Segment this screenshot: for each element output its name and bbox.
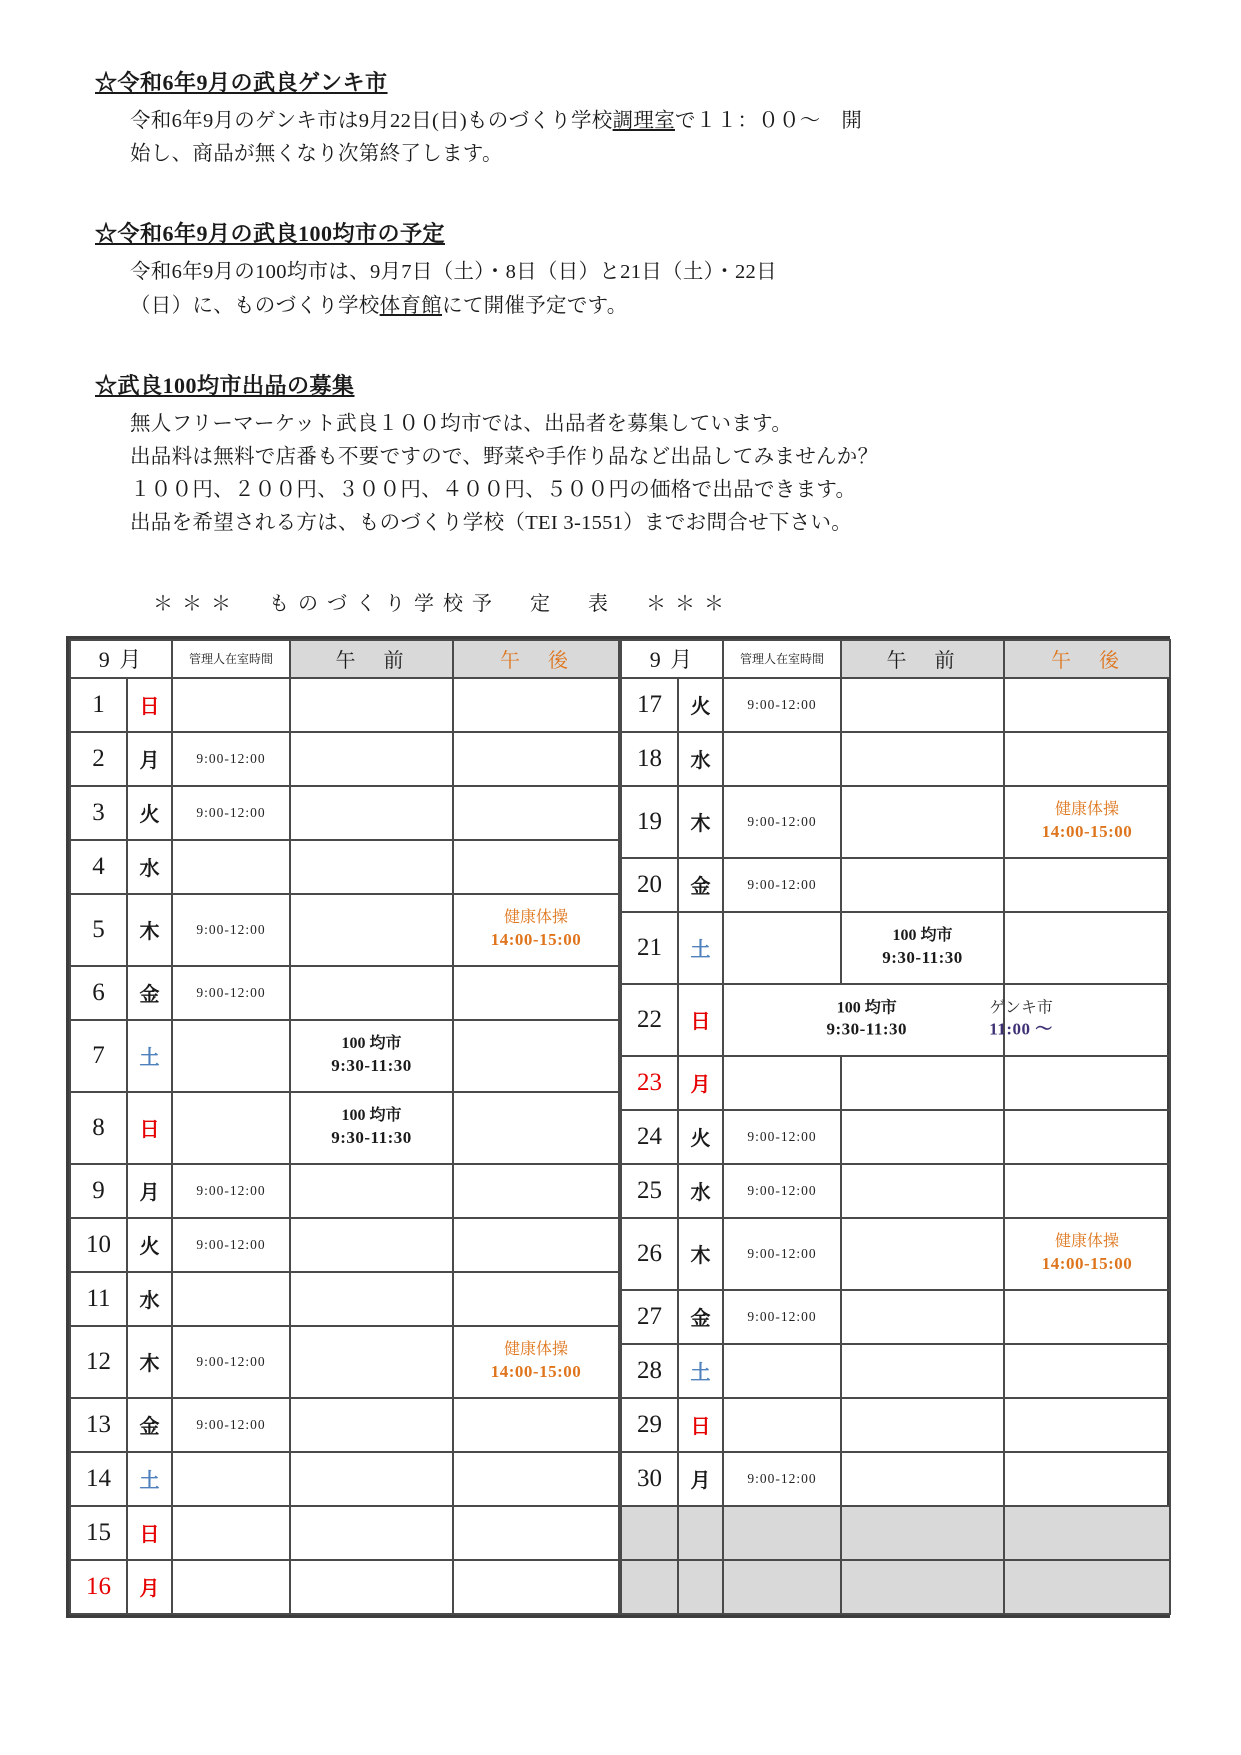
morning-cell [290, 1560, 453, 1614]
underlined-text: 調理室 [612, 110, 675, 132]
calendar-row [70, 1326, 619, 1398]
event-line1: 健康体操 [504, 909, 569, 927]
morning-cell [290, 966, 453, 1020]
afternoon-cell [1004, 678, 1170, 732]
event-line2: 9:30-11:30 [882, 947, 963, 967]
empty-gray-cell [841, 1506, 1004, 1560]
caretaker-hours [172, 678, 290, 732]
body-text: で１１：００～ 開 [675, 110, 863, 132]
caretaker-hours: 9:00-12:00 [172, 1164, 290, 1218]
section-body-line [130, 256, 1177, 289]
morning-cell [841, 1056, 1004, 1110]
calendar-header [70, 640, 619, 678]
caretaker-hours [172, 840, 290, 894]
day-number: 22 [621, 984, 678, 1056]
weekday: 木 [127, 1326, 172, 1398]
empty-gray-cell [678, 1506, 723, 1560]
day-number: 9 [70, 1164, 127, 1218]
event-line1: 健康体操 [504, 1341, 569, 1359]
calendar-body [621, 678, 1170, 1614]
weekday: 水 [678, 1164, 723, 1218]
calendar-row [621, 1560, 1170, 1614]
day-number: 17 [621, 678, 678, 732]
calendar-row [70, 1164, 619, 1218]
schedule-table-left-half [69, 639, 620, 1615]
weekday: 水 [127, 840, 172, 894]
morning-cell [290, 786, 453, 840]
afternoon-header: 午 後 [1004, 640, 1170, 678]
caretaker-hours-header: 管理人在室時間 [172, 640, 290, 678]
day-number: 20 [621, 858, 678, 912]
calendar-row [621, 1398, 1170, 1452]
afternoon-cell [453, 840, 619, 894]
notice-section [95, 369, 1177, 541]
caretaker-hours [723, 912, 841, 984]
empty-gray-cell [1004, 1560, 1170, 1614]
morning-cell [290, 732, 453, 786]
day-number: 16 [70, 1560, 127, 1614]
caretaker-hours [723, 1344, 841, 1398]
day-number: 28 [621, 1344, 678, 1398]
empty-gray-cell [1004, 1506, 1170, 1560]
calendar-row [621, 678, 1170, 732]
event-market [291, 1034, 452, 1077]
calendar-row [70, 1218, 619, 1272]
empty-gray-cell [678, 1560, 723, 1614]
afternoon-cell [1004, 732, 1170, 786]
morning-cell [290, 1272, 453, 1326]
notice-section [95, 66, 1177, 171]
calendar-row [70, 1020, 619, 1092]
afternoon-cell [453, 1020, 619, 1092]
afternoon-cell [453, 1092, 619, 1164]
calendar-row [70, 678, 619, 732]
weekday: 火 [127, 786, 172, 840]
weekday: 土 [678, 912, 723, 984]
weekday: 日 [678, 1398, 723, 1452]
calendar-row [621, 1506, 1170, 1560]
caretaker-hours [172, 1452, 290, 1506]
afternoon-cell [453, 678, 619, 732]
day-number: 25 [621, 1164, 678, 1218]
section-body-line [130, 507, 1177, 540]
morning-cell [841, 1164, 1004, 1218]
calendar-row [621, 1452, 1170, 1506]
weekday: 水 [127, 1272, 172, 1326]
empty-gray-cell [841, 1560, 1004, 1614]
event-line1: 100 均市 [836, 999, 897, 1017]
day-number: 10 [70, 1218, 127, 1272]
caretaker-hours: 9:00-12:00 [723, 678, 841, 732]
calendar-row [70, 1452, 619, 1506]
calendar-row [621, 1164, 1170, 1218]
afternoon-cell [453, 1452, 619, 1506]
caretaker-hours: 9:00-12:00 [723, 1110, 841, 1164]
caretaker-hours: 9:00-12:00 [172, 786, 290, 840]
section-body-line [130, 138, 1177, 171]
afternoon-cell [1004, 1056, 1170, 1110]
caretaker-hours [172, 1560, 290, 1614]
section-heading: ☆令和6年9月の武良ゲンキ市 [95, 70, 388, 95]
calendar-row [70, 786, 619, 840]
weekday: 金 [127, 966, 172, 1020]
morning-cell [290, 1164, 453, 1218]
caretaker-hours: 9:00-12:00 [723, 1452, 841, 1506]
section-body-line [130, 474, 1177, 507]
section-body-line [130, 408, 1177, 441]
caretaker-hours [172, 1272, 290, 1326]
body-text: 出品を希望される方は、ものづくり学校（TEI 3-1551）までお問合せ下さい。 [130, 512, 853, 535]
caretaker-hours [172, 1506, 290, 1560]
calendar-header-row [70, 640, 619, 678]
morning-cell [841, 1398, 1004, 1452]
morning-cell [841, 678, 1004, 732]
weekday: 金 [678, 858, 723, 912]
caretaker-hours [723, 1056, 841, 1110]
caretaker-hours: 9:00-12:00 [723, 858, 841, 912]
morning-cell [290, 840, 453, 894]
calendar-row [70, 966, 619, 1020]
afternoon-cell [1004, 1398, 1170, 1452]
afternoon-cell [1004, 1218, 1170, 1290]
morning-cell [841, 786, 1004, 858]
event-line2: 14:00-15:00 [490, 1361, 582, 1381]
calendar-row [621, 1344, 1170, 1398]
empty-gray-cell [621, 1560, 678, 1614]
day-number: 21 [621, 912, 678, 984]
morning-cell [841, 1344, 1004, 1398]
morning-cell [841, 858, 1004, 912]
day-number: 13 [70, 1398, 127, 1452]
afternoon-cell [453, 786, 619, 840]
body-text: 出品料は無料で店番も不要ですので、野菜や手作り品など出品してみませんか？ [130, 446, 879, 469]
afternoon-cell [453, 966, 619, 1020]
afternoon-cell [1004, 1452, 1170, 1506]
schedule-table-title: ＊＊＊ ものづくり学校予 定 表 ＊＊＊ [153, 592, 733, 615]
event-line1: 健康体操 [1055, 801, 1120, 819]
afternoon-cell [453, 1218, 619, 1272]
weekday: 土 [127, 1020, 172, 1092]
day-number: 6 [70, 966, 127, 1020]
caretaker-hours: 9:00-12:00 [172, 1218, 290, 1272]
event-line2: 14:00-15:00 [490, 929, 582, 949]
notice-section [95, 217, 1177, 322]
section-heading: ☆武良100均市出品の募集 [95, 372, 355, 398]
weekday: 月 [127, 1164, 172, 1218]
calendar-row [70, 1506, 619, 1560]
morning-cell [290, 1218, 453, 1272]
event-line1: ゲンキ市 [989, 999, 1053, 1017]
afternoon-header: 午 後 [453, 640, 619, 678]
weekday: 火 [678, 678, 723, 732]
day-number: 11 [70, 1272, 127, 1326]
calendar-row [621, 1110, 1170, 1164]
caretaker-hours: 9:00-12:00 [172, 894, 290, 966]
day-number: 14 [70, 1452, 127, 1506]
afternoon-cell [1004, 1344, 1170, 1398]
day-number: 15 [70, 1506, 127, 1560]
afternoon-cell [453, 1326, 619, 1398]
calendar-row [70, 1560, 619, 1614]
body-text: １００円、２００円、３００円、４００円、５００円の価格で出品できます。 [130, 479, 857, 502]
day-number: 30 [621, 1452, 678, 1506]
day-number: 18 [621, 732, 678, 786]
morning-header: 午 前 [841, 640, 1004, 678]
weekday: 日 [678, 984, 723, 1056]
weekday: 木 [678, 1218, 723, 1290]
body-text: 無人フリーマーケット武良１００均市では、出品者を募集しています。 [130, 412, 793, 435]
calendar-row [621, 786, 1170, 858]
empty-gray-cell [723, 1506, 841, 1560]
weekday: 火 [678, 1110, 723, 1164]
afternoon-cell [453, 1272, 619, 1326]
morning-cell [290, 1020, 453, 1092]
caretaker-hours: 9:00-12:00 [723, 1218, 841, 1290]
section-body-line [130, 441, 1177, 474]
weekday: 木 [127, 894, 172, 966]
afternoon-cell [1004, 1290, 1170, 1344]
weekday: 木 [678, 786, 723, 858]
calendar-body [70, 678, 619, 1614]
section-heading: ☆令和6年9月の武良100均市の予定 [95, 221, 446, 247]
caretaker-hours [172, 1020, 290, 1092]
notice-sections [95, 66, 1177, 541]
event-taiso [454, 908, 618, 951]
event-line2: 14:00-15:00 [1041, 821, 1133, 841]
day-number: 2 [70, 732, 127, 786]
month-header: 9 月 [621, 640, 723, 678]
event-taiso [454, 1340, 618, 1383]
weekday: 火 [127, 1218, 172, 1272]
weekday: 月 [127, 1560, 172, 1614]
afternoon-cell [453, 894, 619, 966]
event-market [826, 998, 907, 1041]
weekday: 土 [127, 1452, 172, 1506]
day-number: 1 [70, 678, 127, 732]
afternoon-cell [1004, 1110, 1170, 1164]
underlined-text: 体育館 [379, 294, 443, 317]
afternoon-cell [453, 1506, 619, 1560]
event-line1: 100 均市 [341, 1035, 402, 1053]
afternoon-cell [453, 1164, 619, 1218]
day-number: 26 [621, 1218, 678, 1290]
afternoon-cell [453, 732, 619, 786]
body-text: にて開催予定です。 [442, 294, 628, 317]
section-body-line [130, 105, 1177, 138]
day-number: 5 [70, 894, 127, 966]
afternoon-cell [453, 1398, 619, 1452]
weekday: 月 [127, 732, 172, 786]
body-text: （日）に、ものづくり学校 [130, 294, 380, 317]
calendar-row [70, 732, 619, 786]
day-number: 8 [70, 1092, 127, 1164]
caretaker-hours: 9:00-12:00 [723, 1164, 841, 1218]
weekday: 金 [678, 1290, 723, 1344]
event-line2: 14:00-15:00 [1041, 1253, 1133, 1273]
event-line1: 100 均市 [341, 1107, 402, 1125]
afternoon-cell [1004, 858, 1170, 912]
weekday: 月 [678, 1452, 723, 1506]
morning-cell [841, 1290, 1004, 1344]
event-line1: 100 均市 [892, 927, 953, 945]
day-number: 29 [621, 1398, 678, 1452]
weekday: 土 [678, 1344, 723, 1398]
calendar-row [70, 840, 619, 894]
weekday: 金 [127, 1398, 172, 1452]
calendar-row [621, 984, 1170, 1056]
morning-header: 午 前 [290, 640, 453, 678]
event-line2: 9:30-11:30 [826, 1019, 908, 1039]
caretaker-hours [172, 1092, 290, 1164]
event-line1: 健康体操 [1055, 1233, 1120, 1251]
calendar-row [621, 1218, 1170, 1290]
day-number: 12 [70, 1326, 127, 1398]
caretaker-hours: 9:00-12:00 [172, 966, 290, 1020]
morning-cell [841, 1110, 1004, 1164]
calendar-row [621, 912, 1170, 984]
morning-cell [290, 894, 453, 966]
calendar-row [621, 732, 1170, 786]
caretaker-hours: 9:00-12:00 [172, 732, 290, 786]
caretaker-hours [723, 732, 841, 786]
month-header: 9 月 [70, 640, 172, 678]
day-number: 7 [70, 1020, 127, 1092]
event-genki [959, 998, 1083, 1041]
empty-gray-cell [621, 1506, 678, 1560]
calendar-row [70, 1092, 619, 1164]
weekday: 日 [127, 1506, 172, 1560]
body-text: 令和6年9月のゲンキ市は9月22日(日)ものづくり学校 [130, 110, 613, 132]
morning-cell [290, 1398, 453, 1452]
weekday: 日 [127, 678, 172, 732]
caretaker-hours: 9:00-12:00 [172, 1326, 290, 1398]
event-line2: 9:30-11:30 [331, 1055, 412, 1075]
calendar-row [621, 1290, 1170, 1344]
day-number: 27 [621, 1290, 678, 1344]
calendar-row [70, 1398, 619, 1452]
calendar-header [621, 640, 1170, 678]
event-line2: 11:00 ～ [989, 1019, 1053, 1039]
body-text: 始し、商品が無くなり次第終了します。 [130, 143, 503, 166]
weekday: 日 [127, 1092, 172, 1164]
calendar-row [621, 858, 1170, 912]
afternoon-cell [1004, 786, 1170, 858]
morning-cell [841, 1218, 1004, 1290]
caretaker-hours: 9:00-12:00 [723, 786, 841, 858]
empty-gray-cell [723, 1560, 841, 1614]
caretaker-hours: 9:00-12:00 [723, 1290, 841, 1344]
schedule-table-right-half [620, 639, 1171, 1615]
calendar-row [621, 1056, 1170, 1110]
day-number: 3 [70, 786, 127, 840]
section-body-line [130, 290, 1177, 323]
event-taiso [1005, 800, 1169, 843]
day-number: 19 [621, 786, 678, 858]
morning-cell [841, 732, 1004, 786]
afternoon-cell [1004, 1164, 1170, 1218]
morning-cell [290, 1452, 453, 1506]
day-number: 4 [70, 840, 127, 894]
weekday: 月 [678, 1056, 723, 1110]
calendar-row [70, 1272, 619, 1326]
afternoon-cell [453, 1560, 619, 1614]
calendar-row [70, 894, 619, 966]
body-text: 令和6年9月の100均市は、9月7日（土）・8日（日）と21日（土）・22日 [130, 261, 777, 284]
schedule-table [66, 636, 1170, 1618]
caretaker-hours-header: 管理人在室時間 [723, 640, 841, 678]
day-number: 23 [621, 1056, 678, 1110]
morning-cell [290, 1506, 453, 1560]
caretaker-hours [723, 1398, 841, 1452]
morning-cell [290, 1326, 453, 1398]
morning-cell [841, 1452, 1004, 1506]
weekday: 水 [678, 732, 723, 786]
event-taiso [1005, 1232, 1169, 1275]
event-market [291, 1106, 452, 1149]
event-line2: 9:30-11:30 [331, 1127, 412, 1147]
morning-merged-cell [723, 984, 1053, 1056]
morning-cell [841, 912, 1004, 984]
morning-cell [290, 1092, 453, 1164]
afternoon-cell [1004, 912, 1170, 984]
morning-cell [290, 678, 453, 732]
caretaker-hours: 9:00-12:00 [172, 1398, 290, 1452]
event-market [842, 926, 1003, 969]
calendar-header-row [621, 640, 1170, 678]
day-number: 24 [621, 1110, 678, 1164]
